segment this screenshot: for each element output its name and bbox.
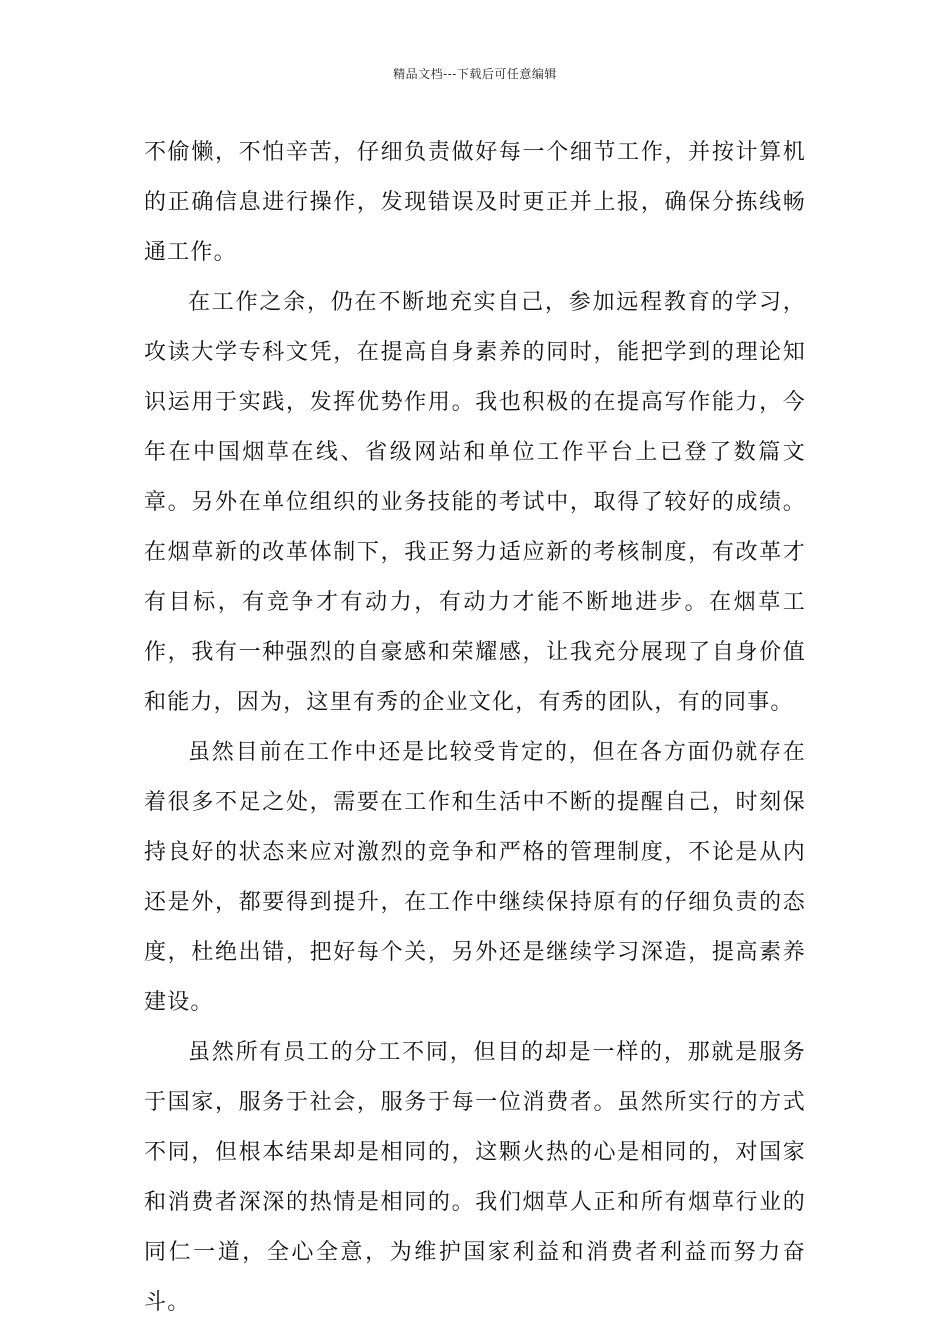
page-header: 精品文档---下载后可任意编辑 <box>393 67 557 81</box>
document-body <box>144 128 806 1328</box>
paragraph-self-improvement: 在工作之余，仍在不断地充实自己，参加远程教育的学习，攻读大学专科文凭，在提高自身素养的同时，能把学到的理论知识运用于实践，发挥优势作用。我也积极的在提高写作能力，今年在中国烟草在线、省级网站和单位工作平台上已登了数篇文章。另外在单位组织的业务技能的考试中，取得了较好的成绩。在烟草新的改革体制下，我正努力适应新的考核制度，有改革才有目标，有竞争才有动力，有动力才能不断地进步。在烟草工作，我有一种强烈的自豪感和荣耀感，让我充分展现了自身价值和能力，因为，这里有秀的企业文化，有秀的团队，有的同事。 <box>144 290 806 715</box>
paragraph-conclusion: 虽然所有员工的分工不同，但目的却是一样的，那就是服务于国家，服务于社会，服务于每一位消费者。虽然所实行的方式不同，但根本结果却是相同的，这颗火热的心是相同的，对国家和消费者深深的热情是相同的。我们烟草人正和所有烟草行业的同仁一道，全心全意，为维护国家利益和消费者利益而努力奋斗。 <box>144 1040 806 1315</box>
paragraph-continuation: 不偷懒，不怕辛苦，仔细负责做好每一个细节工作，并按计算机的正确信息进行操作，发现错误及时更正并上报，确保分拣线畅通工作。 <box>144 140 806 265</box>
paragraph-shortcomings: 虽然目前在工作中还是比较受肯定的，但在各方面仍就存在着很多不足之处，需要在工作和生活中不断的提醒自己，时刻保持良好的状态来应对激烈的竞争和严格的管理制度，不论是从内还是外，都要得到提升，在工作中继续保持原有的仔细负责的态度，杜绝出错，把好每个关，另外还是继续学习深造，提高素养建设。 <box>144 740 806 1015</box>
